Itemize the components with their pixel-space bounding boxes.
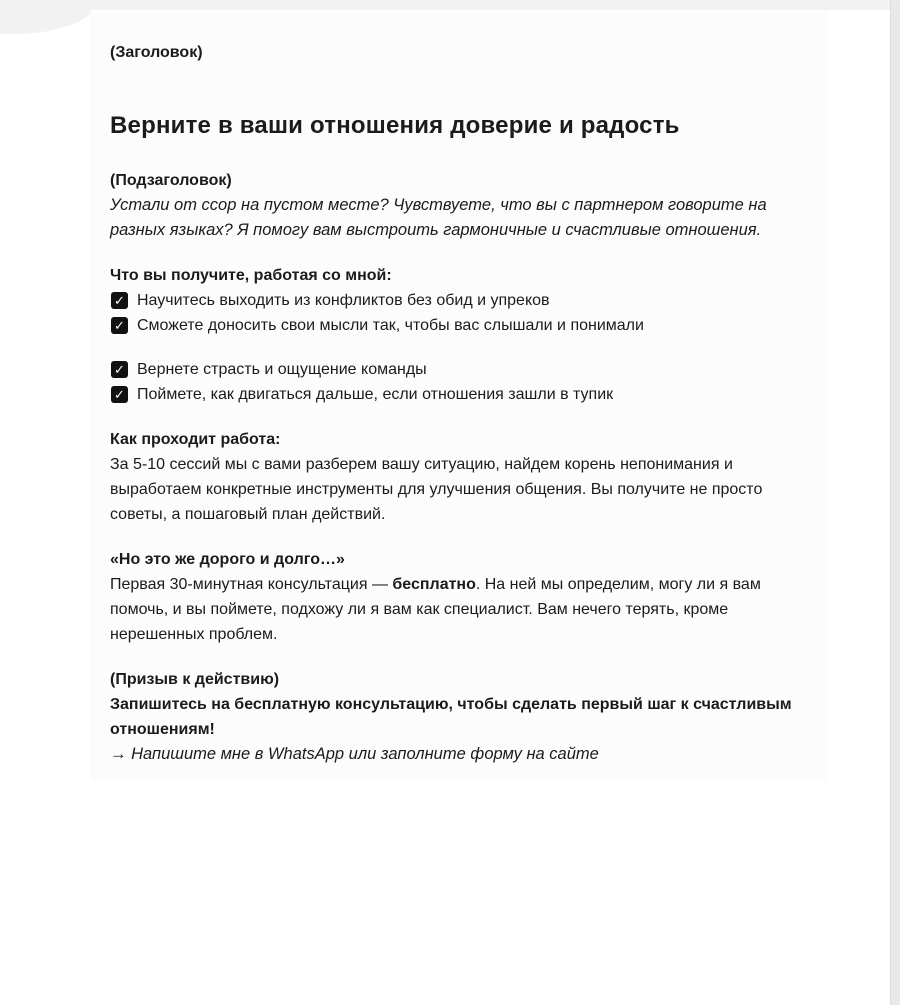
cta-action-text: → Напишите мне в WhatsApp или заполните форму на сайте (110, 745, 599, 763)
checked-checkbox-icon: ✓ (111, 361, 128, 378)
list-item (110, 357, 816, 382)
scrollbar[interactable] (890, 0, 900, 1005)
checked-checkbox-icon: ✓ (111, 292, 128, 309)
benefits-heading: Что вы получите, работая со мной: (110, 267, 392, 284)
background-top-band (0, 0, 890, 10)
list-group-spacer (110, 338, 816, 357)
page-title: Верните в ваши отношения доверие и радость (110, 112, 680, 139)
list-item (110, 313, 816, 338)
subtitle-label: (Подзаголовок) (110, 172, 232, 189)
list-item-text: Научитесь выходить из конфликтов без обид и упреков (137, 292, 550, 309)
subtitle-text: Устали от ссор на пустом месте? Чувствуете, что вы с партнером говорите на разных языках? Я помогу вам выстроить гармоничные и счастливые отношения. (110, 196, 767, 239)
background-corner-patch (0, 0, 96, 34)
cta-label: (Призыв к действию) (110, 671, 280, 688)
process-section (110, 427, 816, 527)
objection-body (110, 572, 816, 647)
process-body: За 5-10 сессий мы с вами разберем вашу ситуацию, найдем корень непонимания и выработаем конкретные инструменты для улучшения общения. Вы получите не просто советы, а пошаговый план действий. (110, 456, 763, 523)
list-item-text: Сможете доносить свои мысли так, чтобы вас слышали и понимали (137, 317, 644, 334)
process-heading: Как проходит работа: (110, 431, 281, 448)
list-item (110, 288, 816, 313)
benefits-section (110, 263, 816, 407)
title-label: (Заголовок) (110, 44, 203, 61)
objection-bold-word: бесплатно (392, 576, 476, 593)
objection-heading: «Но это же дорого и долго…» (110, 551, 345, 568)
objection-body-end: . На ней мы определим, могу ли я вам помочь, и вы поймете, подхожу ли я вам как специалист. Вам нечего терять, кроме нерешенных проблем. (110, 576, 761, 643)
cta-heading: Запишитесь на бесплатную консультацию, чтобы сделать первый шаг к счастливым отношениям! (110, 696, 792, 738)
objection-section (110, 547, 816, 647)
document-page (90, 10, 828, 781)
list-item (110, 382, 816, 407)
cta-section (110, 667, 816, 767)
checked-checkbox-icon: ✓ (111, 386, 128, 403)
checked-checkbox-icon: ✓ (111, 317, 128, 334)
list-item-text: Вернете страсть и ощущение команды (137, 361, 427, 378)
objection-body-start: Первая 30-минутная консультация — (110, 576, 393, 593)
list-item-text: Поймете, как двигаться дальше, если отношения зашли в тупик (137, 386, 614, 403)
